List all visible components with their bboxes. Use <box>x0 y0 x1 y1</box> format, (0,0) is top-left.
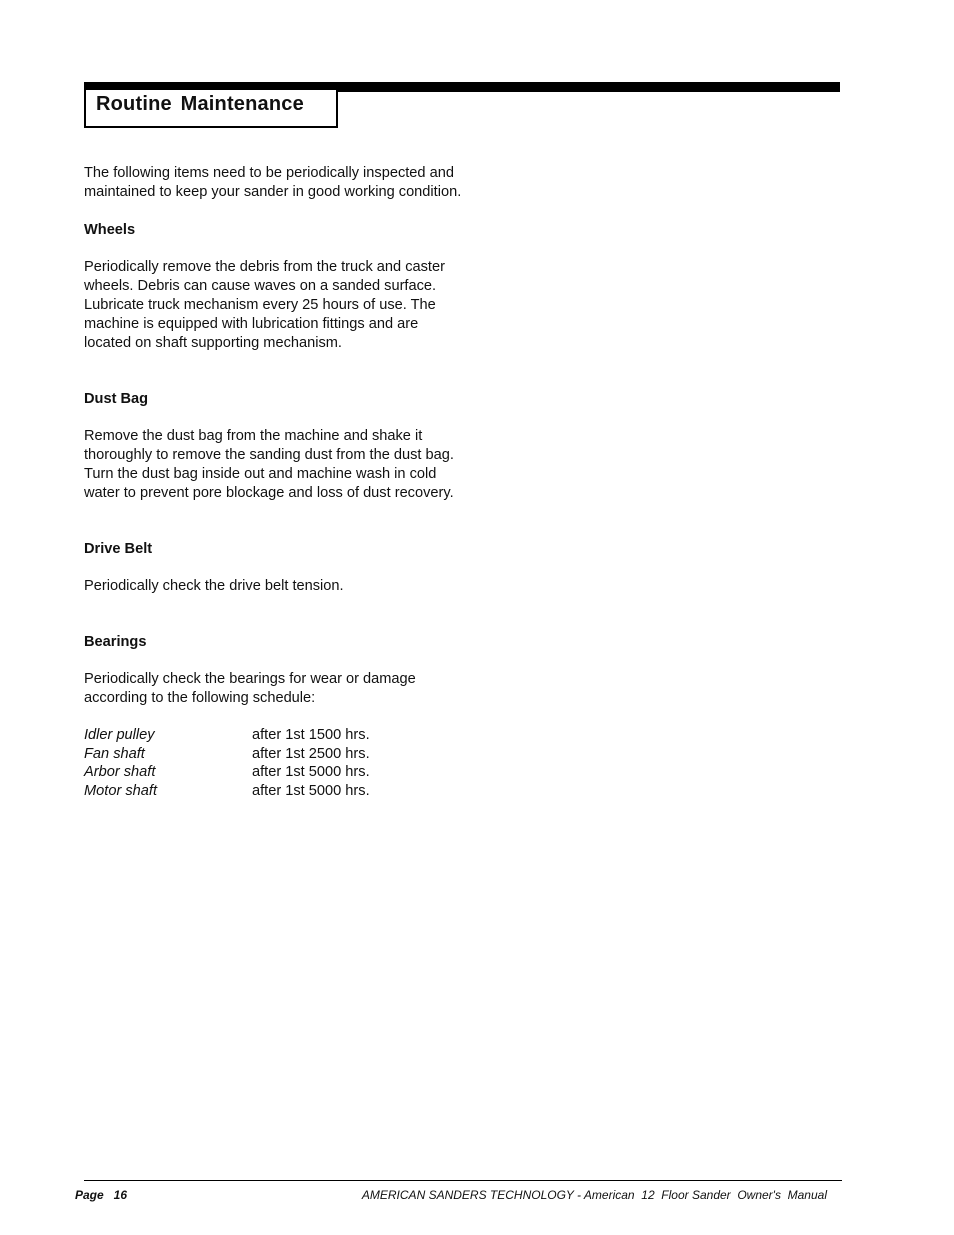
manual-title: AMERICAN SANDERS TECHNOLOGY - American 12 Floor Sander Owner's Manual <box>361 1188 827 1202</box>
schedule-part: Arbor shaft <box>84 764 156 780</box>
bearing-schedule-table <box>84 726 444 800</box>
schedule-part: Motor shaft <box>84 782 157 799</box>
intro-paragraph: The following items need to be periodically inspected and maintained to keep your sander in good working condition. <box>84 165 462 200</box>
schedule-interval: after 1st 2500 hrs. <box>252 745 370 762</box>
schedule-row <box>84 726 444 745</box>
schedule-interval: after 1st 5000 hrs. <box>252 782 370 799</box>
footer-rule <box>84 1180 842 1181</box>
drive-belt-body: Periodically check the drive belt tension. <box>84 578 344 594</box>
dust-bag-heading: Dust Bag <box>84 391 149 407</box>
schedule-part: Idler pulley <box>84 727 155 743</box>
drive-belt-heading: Drive Belt <box>84 541 153 557</box>
wheels-heading: Wheels <box>84 222 136 238</box>
schedule-row <box>84 782 444 801</box>
schedule-interval: after 1st 1500 hrs. <box>252 727 370 743</box>
schedule-part: Fan shaft <box>84 745 145 762</box>
dust-bag-body: Remove the dust bag from the machine and shake it thoroughly to remove the sanding dust from the dust bag. Turn the dust bag inside out and machine wash in cold water to prevent pore blockage and loss of dust recovery. <box>84 428 454 501</box>
title-box <box>84 90 338 128</box>
main-content <box>84 164 464 800</box>
page-number: Page 16 <box>75 1188 128 1202</box>
bearings-heading: Bearings <box>84 634 147 650</box>
schedule-row <box>84 745 444 764</box>
schedule-interval: after 1st 5000 hrs. <box>252 764 370 780</box>
bearings-body: Periodically check the bearings for wear or damage according to the following schedule: <box>84 671 416 706</box>
schedule-row <box>84 763 444 782</box>
page-title: Routine Maintenance <box>96 93 304 115</box>
wheels-body: Periodically remove the debris from the truck and caster wheels. Debris can cause waves on a sanded surface. Lubricate truck mechanism every 25 hours of use. The machine is equipped with lubrication fittings and are located on shaft supporting mechanism. <box>84 259 445 351</box>
